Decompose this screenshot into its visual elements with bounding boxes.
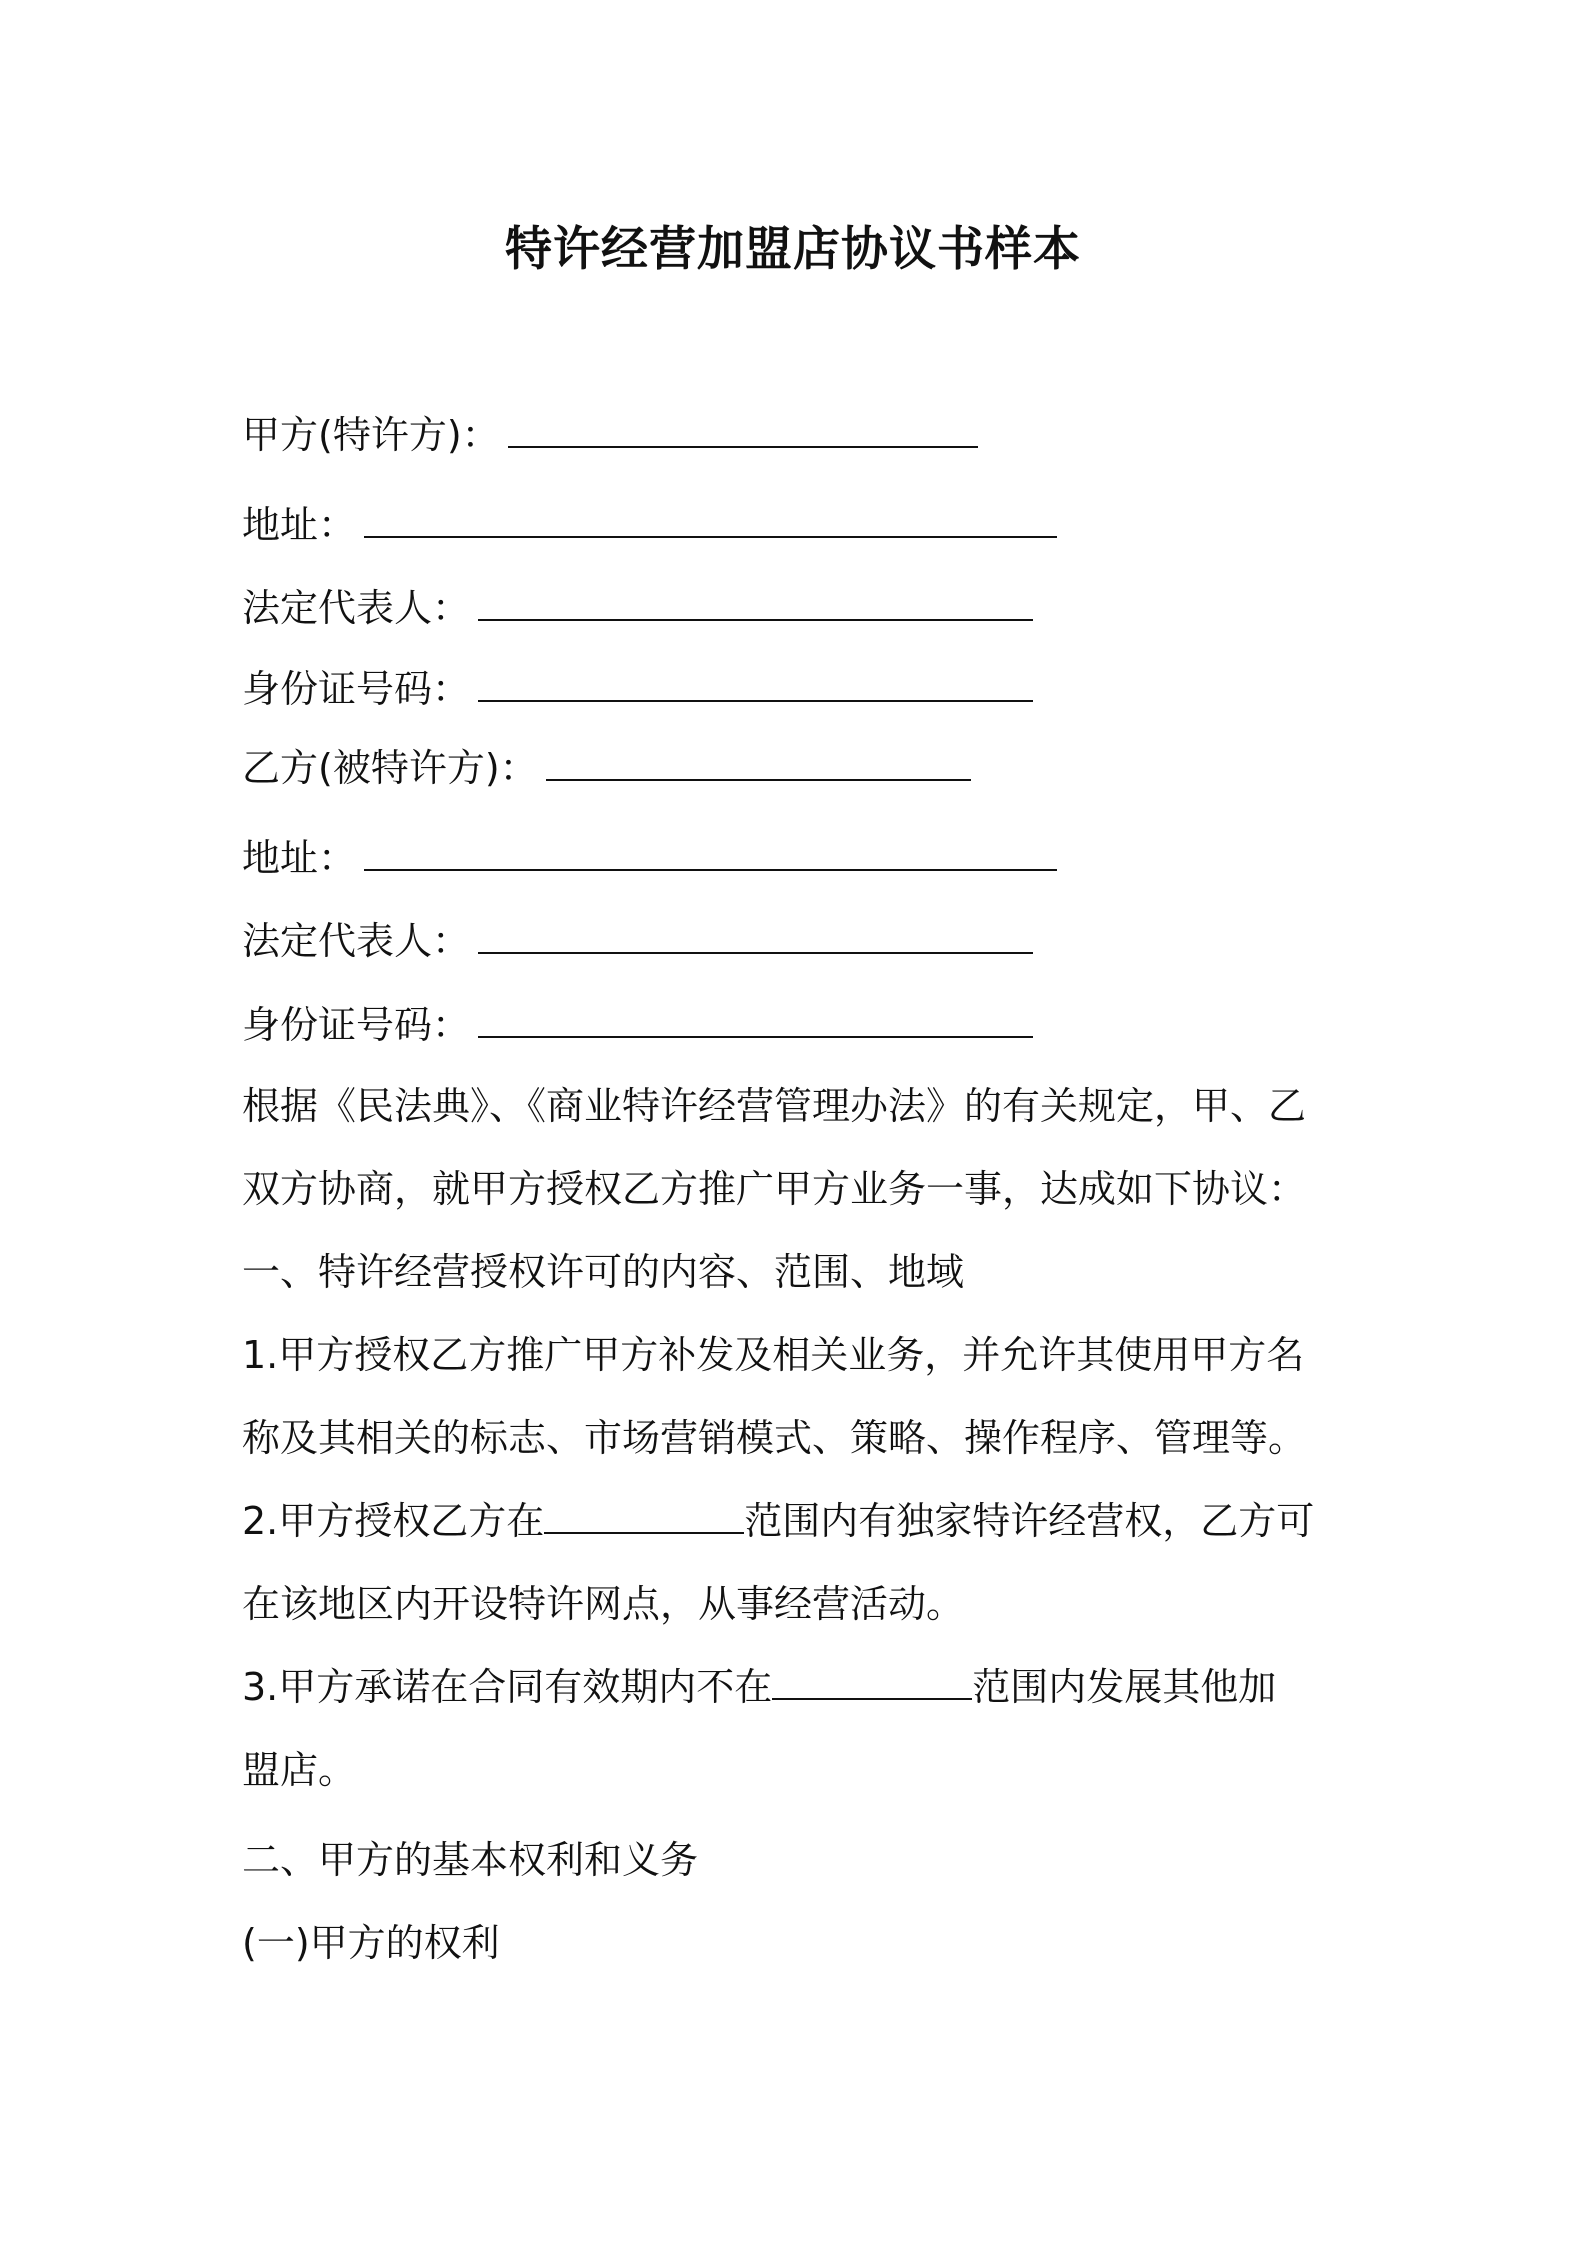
clause-3-line-1 [242,1662,1276,1712]
party-a-address-row [242,500,1057,550]
clause-1-line-2: 称及其相关的标志、市场营销模式、策略、操作程序、管理等。 [242,1416,1307,1460]
preamble-line-2: 双方协商，就甲方授权乙方推广甲方业务一事，达成如下协议： [242,1167,1307,1211]
clause-3-line-2: 盟店。 [242,1748,357,1792]
clause-3-after: 范围内发展其他加 [972,1665,1277,1709]
clause-2-line-2: 在该地区内开设特许网点，从事经营活动。 [242,1582,965,1626]
clause-2-after: 范围内有独家特许经营权，乙方可 [744,1499,1315,1543]
party-a-address-field[interactable] [364,500,1057,538]
clause-2-line-1 [242,1496,1314,1546]
preamble-line-1: 根据《民法典》、《商业特许经营管理办法》的有关规定，甲、乙 [242,1084,1307,1128]
party-a-legal-rep-field[interactable] [478,583,1033,621]
party-a-id-field[interactable] [478,664,1033,702]
party-b-id-label: 身份证号码： [242,1003,471,1047]
party-b-legal-rep-row [242,916,1033,966]
clause-3-before: 3.甲方承诺在合同有效期内不在 [242,1665,773,1709]
party-b-row [242,743,971,793]
party-b-name-field[interactable] [546,743,971,781]
party-b-address-label: 地址： [242,836,357,880]
clause-1-line-1: 1.甲方授权乙方推广甲方补发及相关业务，并允许其使用甲方名 [242,1333,1305,1377]
clause-2-before: 2.甲方授权乙方在 [242,1499,545,1543]
party-a-id-label: 身份证号码： [242,667,471,711]
party-a-legal-rep-row [242,583,1033,633]
party-b-address-field[interactable] [364,833,1057,871]
party-b-label: 乙方(被特许方)： [242,746,538,790]
party-b-legal-rep-label: 法定代表人： [242,919,471,963]
party-a-row [242,410,978,460]
section-1-heading: 一、特许经营授权许可的内容、范围、地域 [242,1250,965,1294]
party-b-legal-rep-field[interactable] [478,916,1033,954]
clause-3-region-field[interactable] [772,1662,972,1700]
party-b-address-row [242,833,1057,883]
party-a-id-row [242,664,1033,714]
party-b-id-field[interactable] [478,1000,1033,1038]
clause-2-region-field[interactable] [544,1496,744,1534]
party-a-legal-rep-label: 法定代表人： [242,586,471,630]
party-a-address-label: 地址： [242,503,357,547]
subsection-1-heading: (一)甲方的权利 [242,1921,500,1965]
section-2-heading: 二、甲方的基本权利和义务 [242,1838,699,1882]
party-b-id-row [242,1000,1033,1050]
document-title: 特许经营加盟店协议书样本 [505,222,1081,277]
party-a-name-field[interactable] [508,410,978,448]
party-a-label: 甲方(特许方)： [242,413,500,457]
